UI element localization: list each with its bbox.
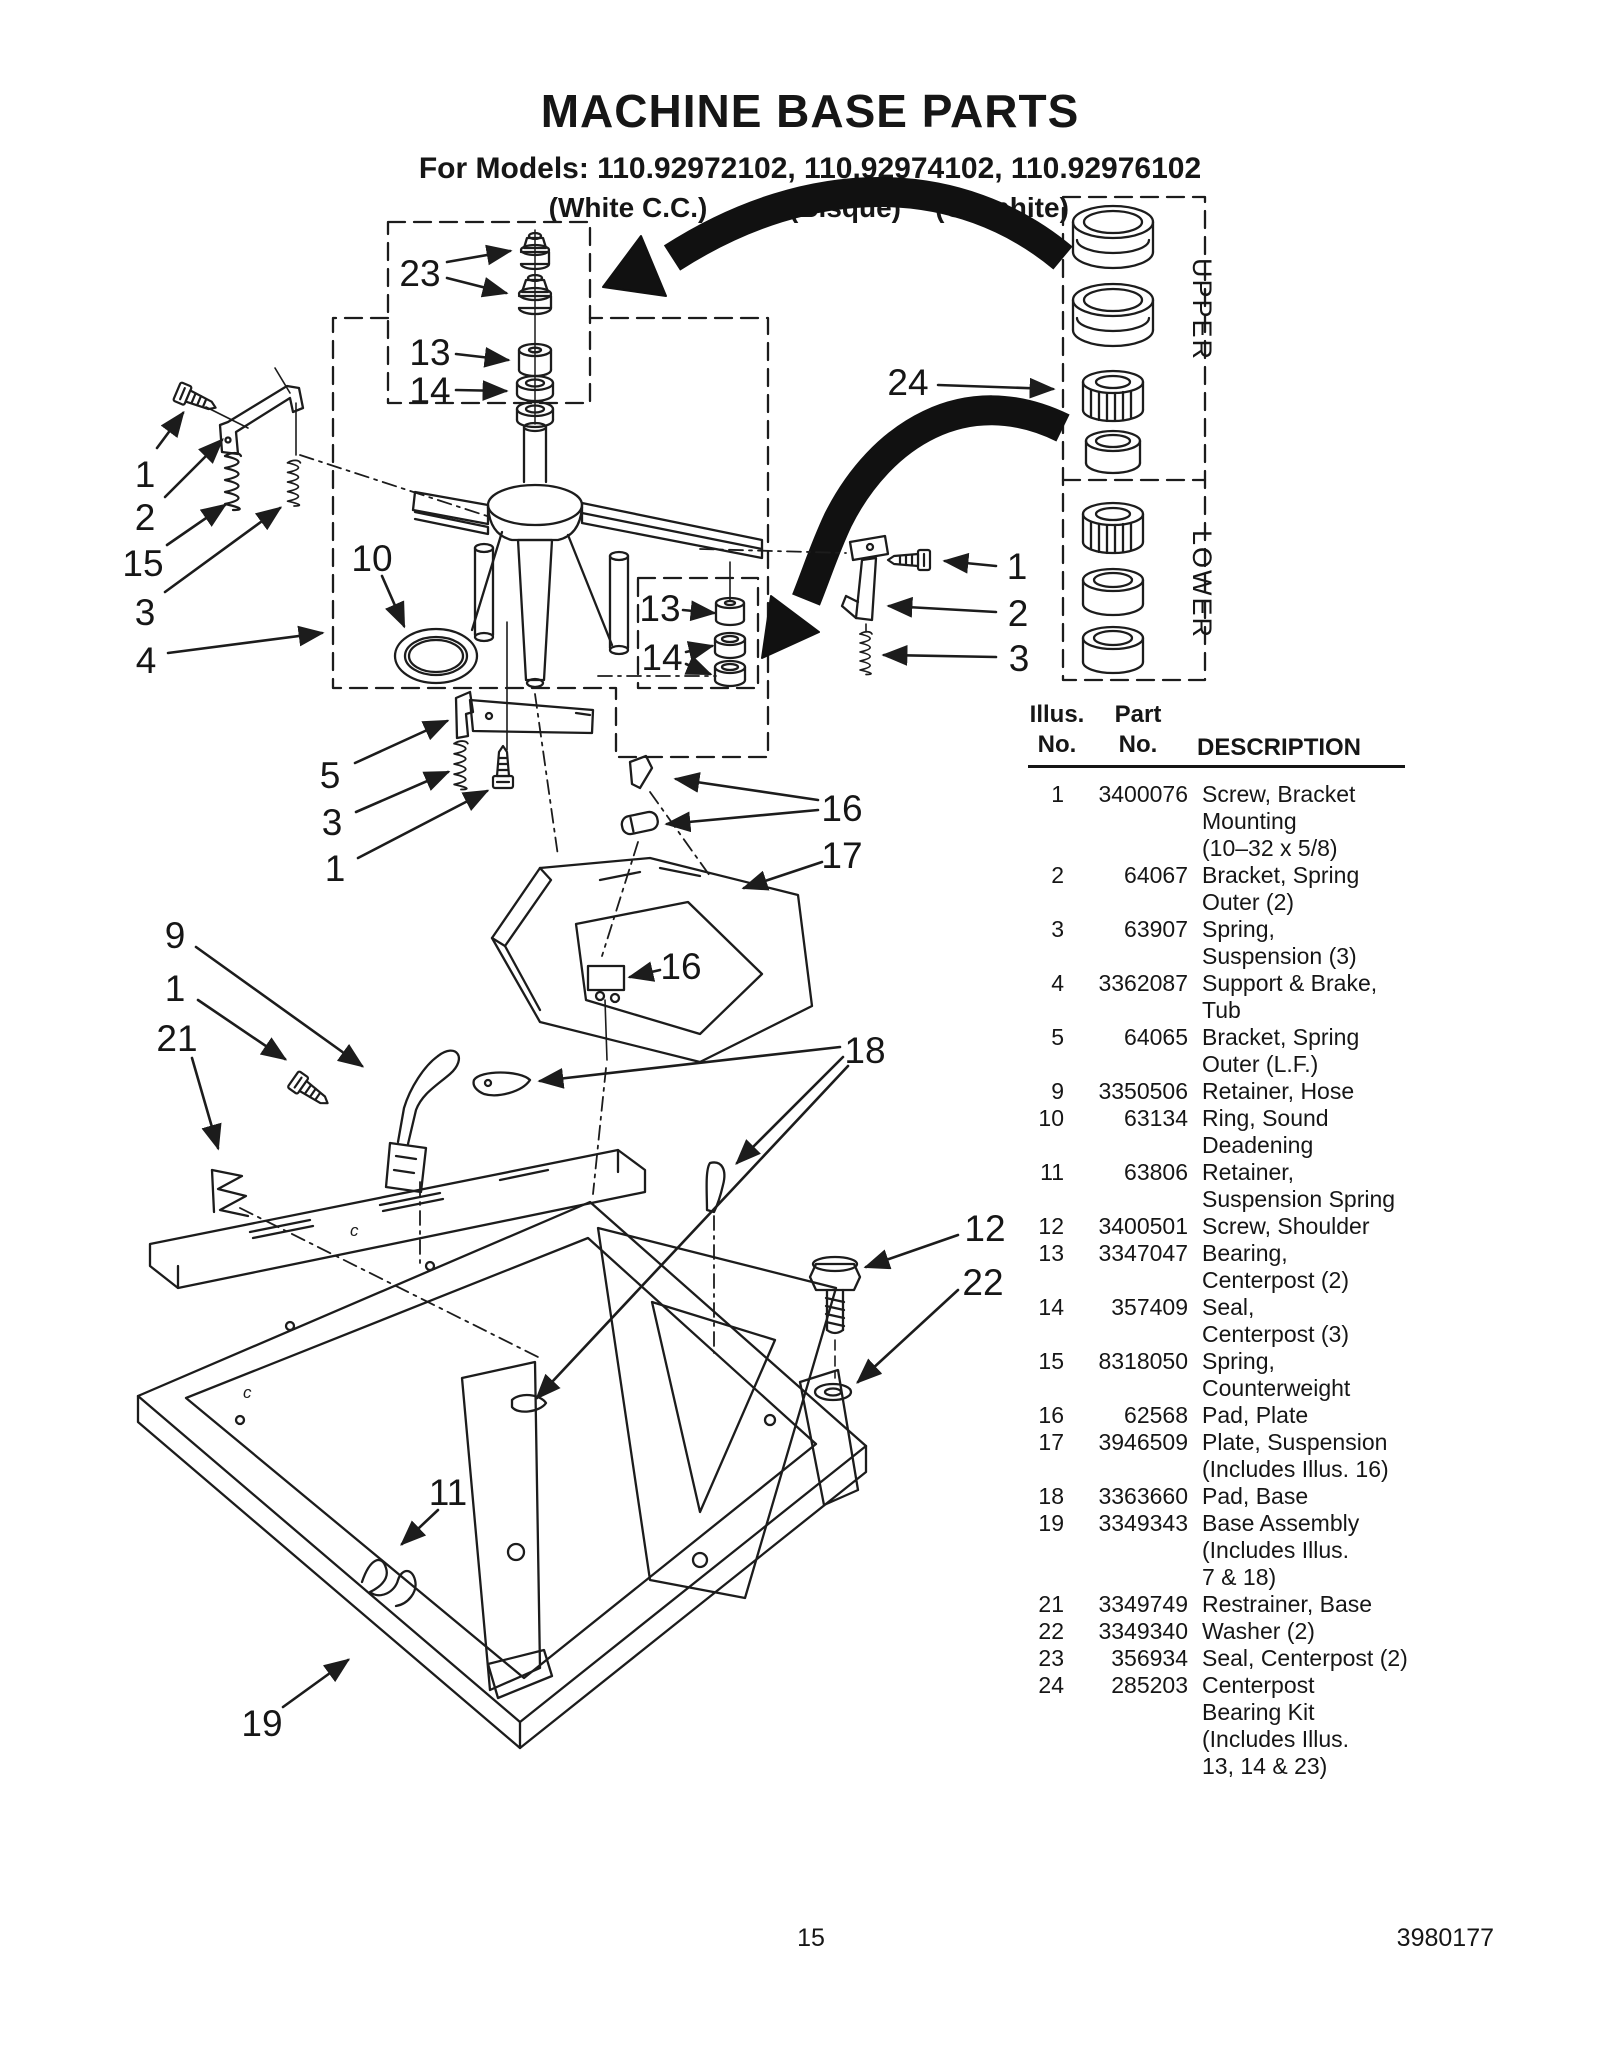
table-rule	[1028, 765, 1405, 768]
table-row	[1028, 1429, 1423, 1483]
callout-label: 13	[639, 588, 681, 629]
callout-label: 10	[351, 538, 393, 579]
kit-arrow-lower-head	[762, 596, 819, 658]
callout-label: 18	[844, 1030, 886, 1071]
gearcase-dome	[488, 485, 582, 525]
part-no: 3349340	[1098, 1618, 1188, 1644]
seal-centerpost-upper	[521, 233, 549, 269]
callout-arrow	[667, 810, 818, 824]
description: Washer (2)	[1202, 1618, 1315, 1644]
illus-no: 18	[1038, 1483, 1064, 1509]
callout-arrow	[884, 655, 996, 657]
counterweight-spring	[225, 453, 241, 510]
callout-label: 3	[134, 592, 156, 633]
upper-label: UPPER	[1187, 258, 1217, 362]
callout-label: 15	[122, 543, 164, 584]
suspension-plate	[492, 756, 812, 1062]
illus-no: 1	[1051, 781, 1064, 807]
callout-arrow	[168, 633, 322, 653]
callout-arrow	[540, 1047, 840, 1081]
col-header-part: Part No.	[1114, 701, 1162, 758]
illus-no: 13	[1038, 1240, 1064, 1266]
table-row	[1028, 1348, 1423, 1402]
kit-arrow-upper-head	[603, 236, 666, 296]
leader-solid	[206, 407, 248, 428]
base-pad-1	[474, 1073, 530, 1096]
callout-label: 5	[319, 755, 341, 796]
suspension-spring-right	[860, 632, 872, 675]
callout-arrow	[447, 278, 506, 293]
part-no: 3400501	[1098, 1213, 1188, 1239]
callout-arrow	[744, 862, 822, 888]
leader-dashdot	[240, 1208, 540, 1358]
callout-label: 24	[887, 362, 929, 403]
callout-arrow	[165, 508, 280, 592]
bearing-ring-lower-2	[1083, 627, 1143, 673]
bracket-screw	[173, 382, 219, 417]
illus-no: 16	[1038, 1402, 1064, 1428]
table-rows	[1028, 781, 1423, 1780]
bearing-ring-upper	[1086, 431, 1140, 473]
base-inner-ring	[186, 1238, 816, 1678]
illus-no: 2	[1051, 862, 1064, 888]
finish-bisque: (Bisque)	[789, 192, 901, 223]
suspension-spring-front	[454, 741, 468, 789]
svg-text:c: c	[243, 1383, 252, 1402]
callout-label: 1	[324, 848, 346, 889]
callout-arrow	[382, 576, 404, 626]
left-bracket-cluster	[173, 382, 303, 510]
part-no: 62568	[1124, 1402, 1188, 1428]
bearing-race-upper-1	[1073, 206, 1153, 268]
part-no: 356934	[1111, 1645, 1188, 1671]
description: Restrainer, Base	[1202, 1591, 1373, 1617]
leader-dashdot	[300, 455, 487, 516]
models-line: For Models: 110.92972102, 110.92974102, 110.92976102	[418, 152, 1202, 185]
callout-label: 16	[660, 946, 702, 987]
kit-arrow-upper	[672, 192, 1063, 258]
illus-no: 22	[1038, 1618, 1064, 1644]
table-row	[1028, 916, 1423, 970]
table-row	[1028, 1213, 1423, 1240]
description: Retainer, Suspension Spring	[1202, 1159, 1396, 1212]
description: Bracket, Spring Outer (2)	[1202, 862, 1360, 915]
tub-support-column	[598, 1228, 836, 1598]
description: Plate, Suspension (Includes Illus. 16)	[1202, 1429, 1389, 1482]
callout-arrow	[456, 390, 506, 391]
callout-label: 1	[1006, 546, 1028, 587]
callout-arrow	[938, 385, 1053, 389]
part-no: 63806	[1124, 1159, 1188, 1185]
part-no: 3363660	[1098, 1483, 1188, 1509]
illus-no: 12	[1038, 1213, 1064, 1239]
bearing-kit-parts	[1073, 206, 1153, 673]
description: Base Assembly (Includes Illus. 7 & 18)	[1202, 1510, 1360, 1590]
bearing-gear-upper	[1083, 371, 1143, 421]
table-row	[1028, 1402, 1423, 1429]
callout-label: 14	[409, 370, 451, 411]
callout-label: 14	[641, 637, 683, 678]
callout-arrow	[683, 610, 714, 613]
lower-label: LOWER	[1187, 530, 1217, 640]
part-no: 285203	[1111, 1672, 1188, 1698]
illus-no: 4	[1051, 970, 1064, 996]
table-row	[1028, 1078, 1423, 1105]
part-no: 3349749	[1098, 1591, 1188, 1617]
finish-white: (White C.C.)	[548, 192, 708, 223]
part-no: 3362087	[1098, 970, 1188, 996]
callout-arrow	[630, 970, 660, 977]
svg-text:c: c	[350, 1221, 359, 1240]
part-no: 3946509	[1098, 1429, 1188, 1455]
description: Retainer, Hose	[1202, 1078, 1355, 1104]
illus-no: 5	[1051, 1024, 1064, 1050]
callout-arrow	[192, 1058, 218, 1148]
spring-bracket-right	[850, 536, 888, 560]
callout-arrow	[889, 606, 996, 612]
support-column	[518, 540, 552, 680]
description: Support & Brake, Tub	[1202, 970, 1378, 1023]
part-no: 63907	[1124, 916, 1188, 942]
illus-no: 9	[1051, 1078, 1064, 1104]
description: Seal, Centerpost (2)	[1202, 1645, 1408, 1671]
table-row	[1028, 781, 1423, 862]
callout-label: 4	[135, 640, 157, 681]
callout-arrow	[456, 354, 508, 360]
illus-no: 21	[1038, 1591, 1064, 1617]
base-pad-3	[512, 1395, 546, 1412]
illus-no: 14	[1038, 1294, 1064, 1320]
callout-arrow	[447, 251, 510, 262]
callout-arrow	[283, 1660, 348, 1707]
callout-label: 1	[164, 968, 186, 1009]
finish-graphite: (Graphite)	[935, 192, 1069, 223]
callout-arrow	[945, 561, 996, 566]
hose-retainer-cluster	[212, 1051, 459, 1216]
callout-arrow	[686, 664, 710, 674]
doc-number: 3980177	[1396, 1924, 1494, 1952]
callout-label: 17	[821, 835, 863, 876]
part-no: 64067	[1124, 862, 1188, 888]
callout-arrow	[167, 505, 225, 545]
plate-pad-mounted	[588, 966, 624, 990]
callout-label: 19	[241, 1703, 283, 1744]
hose-retainer	[408, 1051, 459, 1144]
illus-no: 17	[1038, 1429, 1064, 1455]
sound-ring	[395, 629, 477, 683]
right-bracket-cluster	[842, 536, 930, 675]
callout-arrow	[356, 772, 448, 812]
callout-arrow	[157, 413, 183, 448]
table-row	[1028, 1024, 1423, 1078]
shoulder-screw-group	[810, 1257, 860, 1400]
description: Spring, Counterweight	[1202, 1348, 1351, 1401]
callout-arrow	[537, 1066, 848, 1398]
callout-label: 9	[164, 915, 186, 956]
description: Screw, Bracket Mounting (10–32 x 5/8)	[1202, 781, 1356, 861]
callout-label: 21	[156, 1018, 198, 1059]
description: Pad, Plate	[1202, 1402, 1309, 1428]
callout-label: 23	[399, 253, 441, 294]
illus-no: 24	[1038, 1672, 1064, 1698]
table-row	[1028, 1294, 1423, 1348]
base-outer-ring	[138, 1202, 866, 1722]
table-row	[1028, 1510, 1423, 1591]
callout-arrow	[866, 1235, 958, 1267]
callout-label: 3	[321, 802, 343, 843]
callout-label: 13	[409, 332, 451, 373]
col-header-description: DESCRIPTION	[1197, 734, 1362, 761]
table-row	[1028, 1672, 1423, 1780]
callout-label: 3	[1008, 638, 1030, 679]
callout-arrow	[355, 721, 447, 763]
base-assembly	[138, 1150, 866, 1748]
table-row	[1028, 1240, 1423, 1294]
spring-bracket-lf	[470, 700, 593, 733]
table-row	[1028, 1483, 1423, 1510]
illus-no: 19	[1038, 1510, 1064, 1536]
callout-arrow	[858, 1290, 958, 1382]
callout-label: 22	[962, 1262, 1004, 1303]
part-no: 3349343	[1098, 1510, 1188, 1536]
illus-no: 10	[1038, 1105, 1064, 1131]
table-row	[1028, 1618, 1423, 1645]
description: Ring, Sound Deadening	[1202, 1105, 1329, 1158]
restrainer-screw	[287, 1071, 333, 1111]
callouts	[122, 251, 1053, 1744]
table-row	[1028, 970, 1423, 1024]
bearing-gear-lower	[1083, 503, 1143, 553]
callout-label: 16	[821, 788, 863, 829]
page-title: MACHINE BASE PARTS	[540, 85, 1080, 137]
part-no: 63134	[1124, 1105, 1188, 1131]
part-no: 8318050	[1098, 1348, 1188, 1374]
callout-arrow	[737, 1057, 843, 1163]
illus-no: 3	[1051, 916, 1064, 942]
part-no: 357409	[1111, 1294, 1188, 1320]
description: Seal, Centerpost (3)	[1202, 1294, 1350, 1347]
description: Bracket, Spring Outer (L.F.)	[1202, 1024, 1360, 1077]
leader-dashdot	[535, 694, 558, 856]
base-pad-2	[707, 1162, 725, 1212]
part-no: 3347047	[1098, 1240, 1188, 1266]
part-no: 3350506	[1098, 1078, 1188, 1104]
description: Pad, Base	[1202, 1483, 1309, 1509]
illus-no: 11	[1040, 1159, 1064, 1185]
callout-arrow	[165, 440, 222, 497]
kit-box-labels	[1187, 258, 1217, 639]
callout-arrow	[198, 1000, 285, 1059]
part-no: 64065	[1124, 1024, 1188, 1050]
bracket-screw-right	[888, 550, 930, 570]
table-row	[1028, 1159, 1423, 1213]
callout-arrow	[676, 779, 818, 800]
callout-label: 2	[134, 497, 156, 538]
bracket-screw-front	[493, 746, 513, 788]
table-row	[1028, 1645, 1423, 1672]
callout-arrow	[686, 646, 712, 652]
cast-marks	[243, 1221, 359, 1402]
description: Spring, Suspension (3)	[1202, 916, 1357, 969]
washer	[815, 1384, 851, 1400]
callout-label: 12	[964, 1208, 1006, 1249]
bearing-race-upper-2	[1073, 284, 1153, 346]
callout-arrow	[196, 947, 362, 1066]
callout-arrow	[402, 1510, 438, 1544]
table-row	[1028, 1591, 1423, 1618]
description: Bearing, Centerpost (2)	[1202, 1240, 1350, 1293]
callout-arrow	[358, 791, 487, 858]
col-header-illus: Illus. No.	[1029, 701, 1085, 758]
bearing-ring-lower-1	[1083, 569, 1143, 615]
illus-no: 15	[1038, 1348, 1064, 1374]
part-no: 3400076	[1098, 781, 1188, 807]
description: Screw, Shoulder	[1202, 1213, 1370, 1239]
callout-label: 1	[134, 454, 156, 495]
centerpost-stack	[517, 230, 553, 427]
leader-dashdot	[593, 1068, 606, 1194]
description: Centerpost Bearing Kit (Includes Illus. 13, 14 & 23)	[1202, 1672, 1350, 1779]
lower-seal-parts	[715, 598, 745, 686]
front-bracket-cluster	[454, 692, 593, 790]
callout-label: 2	[1007, 593, 1029, 634]
table-row	[1028, 862, 1423, 916]
table-row	[1028, 1105, 1423, 1159]
leader-dashdot	[650, 792, 710, 876]
leader-lines	[206, 368, 846, 1358]
plate-pad-2	[620, 810, 659, 835]
leader-solid	[605, 1000, 607, 1060]
page-number: 15	[797, 1924, 825, 1952]
illus-no: 23	[1038, 1645, 1064, 1671]
plate-pad-1	[630, 756, 652, 788]
suspension-spring-left	[288, 460, 301, 506]
callout-label: 11	[428, 1472, 468, 1513]
